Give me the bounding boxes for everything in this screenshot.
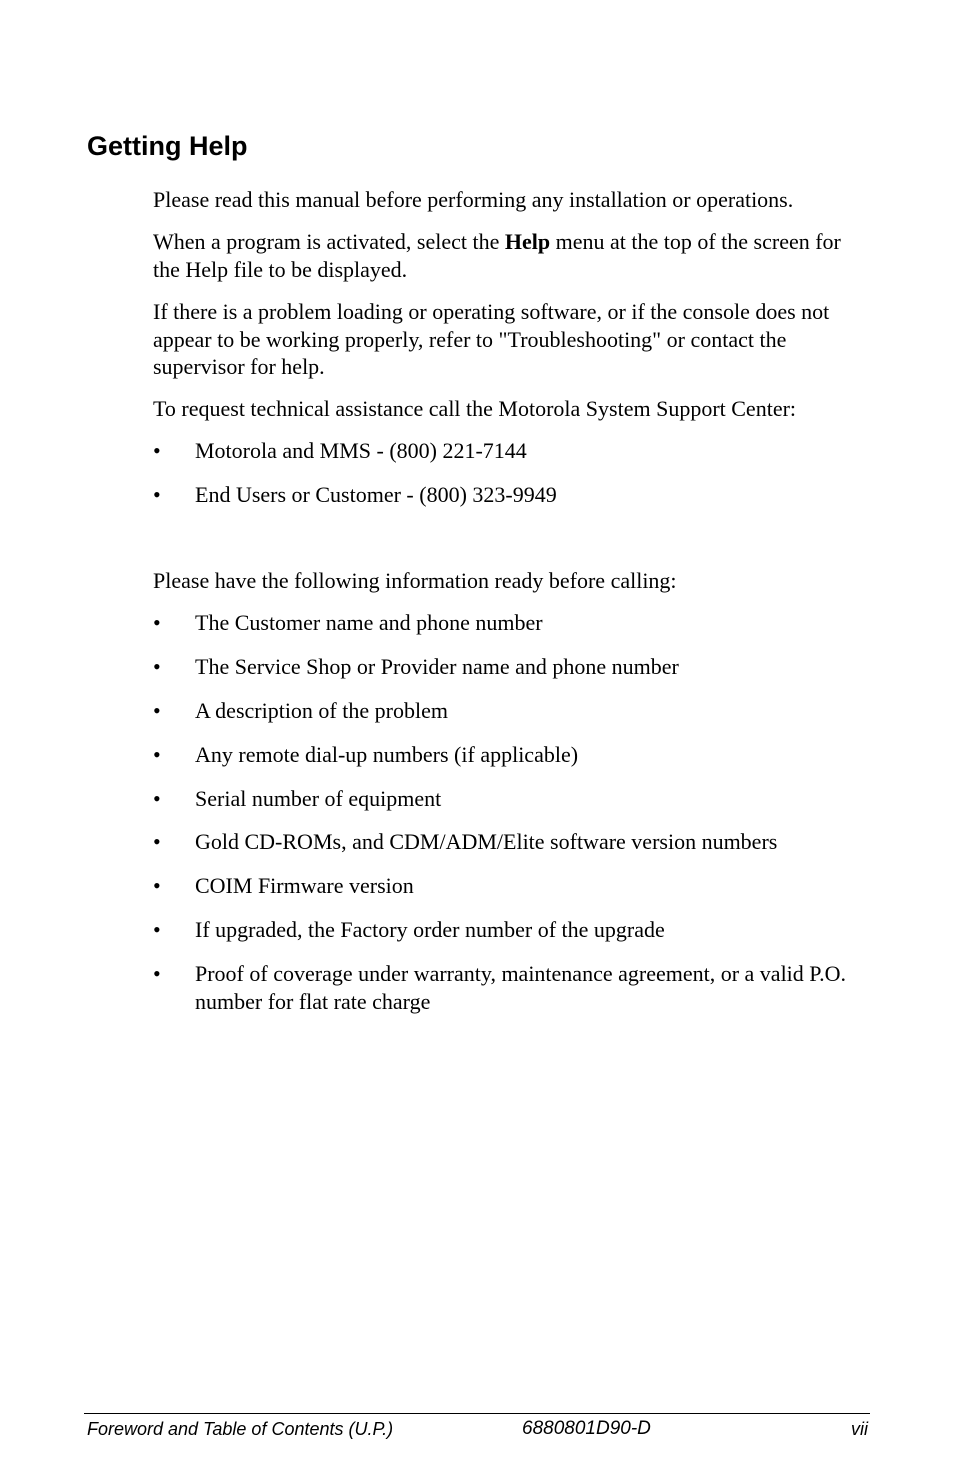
list-item <box>153 828 873 856</box>
help-menu-bold: Help <box>504 229 551 254</box>
help-menu-text-after: menu at the top of the screen for the Help file to be displayed. <box>153 229 841 282</box>
footer-document-number: 6880801D90-D <box>522 1418 651 1439</box>
troubleshooting-paragraph: If there is a problem loading or operating software, or if the console does not appear to be working properly, refer to "Troubleshooting" or contact the supervisor for help. <box>153 299 830 379</box>
bullet-icon: • <box>153 785 161 811</box>
list-item <box>153 916 873 944</box>
bullet-icon: • <box>153 697 161 723</box>
footer-divider <box>84 1413 870 1414</box>
list-item-text: Serial number of equipment <box>195 785 442 811</box>
list-item-text: The Service Shop or Provider name and phone number <box>195 653 679 679</box>
list-item <box>153 481 873 509</box>
bullet-icon: • <box>153 438 161 463</box>
list-item <box>153 872 873 900</box>
bullet-icon: • <box>153 741 161 767</box>
info-items-list <box>153 609 873 1015</box>
list-item <box>153 785 873 813</box>
footer-page-number: vii <box>851 1419 868 1439</box>
list-item-text: Proof of coverage under warranty, maintenance agreement, or a valid P.O. number for flat rate charge <box>195 961 846 1014</box>
bullet-icon: • <box>153 610 161 635</box>
bullet-icon: • <box>153 873 161 899</box>
intro-paragraph: Please read this manual before performing any installation or operations. <box>153 187 794 212</box>
support-center-paragraph: To request technical assistance call the Motorola System Support Center: <box>153 396 797 421</box>
list-item <box>153 437 873 465</box>
help-menu-text-before: When a program is activated, select the <box>153 229 505 254</box>
list-item-text: The Customer name and phone number <box>195 610 543 635</box>
list-item-text: End Users or Customer - (800) 323-9949 <box>195 481 557 507</box>
list-item-text: If upgraded, the Factory order number of the upgrade <box>195 917 665 943</box>
footer-section-title: Foreword and Table of Contents (U.P.) <box>87 1419 394 1439</box>
list-item-text: Gold CD-ROMs, and CDM/ADM/Elite software version numbers <box>195 829 778 855</box>
list-item-text: A description of the problem <box>195 697 448 723</box>
bullet-icon: • <box>153 481 161 507</box>
bullet-icon: • <box>153 917 161 943</box>
list-item <box>153 609 873 637</box>
info-ready-paragraph: Please have the following information ready before calling: <box>153 568 677 593</box>
list-item <box>153 960 873 1015</box>
list-item <box>153 697 873 725</box>
support-contacts-list <box>153 437 873 508</box>
bullet-icon: • <box>153 961 161 987</box>
list-item-text: Motorola and MMS - (800) 221-7144 <box>195 438 527 463</box>
list-item-text: COIM Firmware version <box>195 873 414 899</box>
bullet-icon: • <box>153 653 161 679</box>
list-item <box>153 653 873 681</box>
bullet-icon: • <box>153 829 161 855</box>
page-title: Getting Help <box>87 131 248 161</box>
list-item-text: Any remote dial-up numbers (if applicable) <box>195 741 579 767</box>
help-menu-paragraph <box>153 228 873 283</box>
list-item <box>153 741 873 769</box>
